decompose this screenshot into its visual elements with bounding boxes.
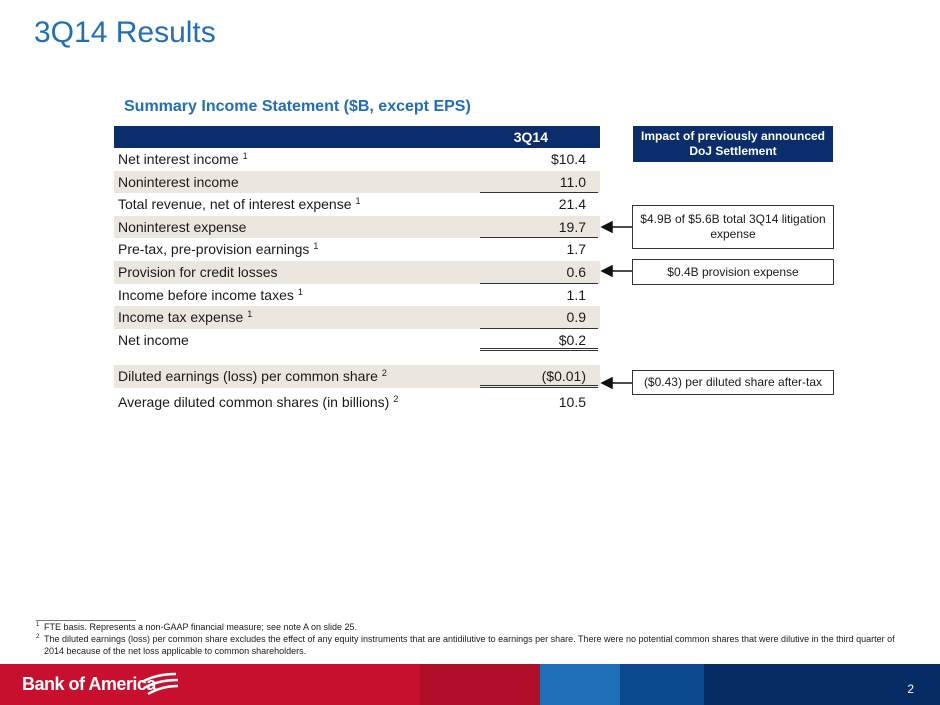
row-label: Income before income taxes	[118, 286, 294, 303]
eps-callout: ($0.43) per diluted share after-tax	[632, 370, 834, 395]
page-number: 2	[907, 682, 914, 696]
arrowhead-litigation	[602, 222, 612, 232]
footnote-2: 2 The diluted earnings (loss) per common share excludes the effect of any equity instruments that are antidilutive to earnings per share. There were no potential common shares that were dilutive in the third quarter of 2014 because of the net loss applicable to common shareholders.	[36, 634, 895, 656]
impact-header: Impact of previously announced DoJ Settlement	[633, 126, 833, 162]
row-label: Provision for credit losses	[118, 263, 278, 280]
column-header: 3Q14	[114, 126, 600, 148]
row-label: Pre-tax, pre-provision earnings	[118, 241, 310, 258]
row-label: Net interest income	[118, 151, 239, 167]
flag-logo-icon	[140, 672, 180, 698]
bank-of-america-logo: Bank of America	[22, 674, 156, 694]
row-label: Noninterest expense	[118, 218, 247, 235]
row-value: ($0.01)	[480, 365, 598, 388]
footnote-ref: 1	[247, 309, 253, 320]
footnotes	[36, 621, 916, 657]
litigation-callout: $4.9B of $5.6B total 3Q14 litigation expense	[632, 205, 834, 249]
footnote-1: 1 FTE basis. Represents a non-GAAP financial measure; see note A on slide 25.	[36, 622, 358, 632]
row-value: $0.2	[480, 329, 598, 352]
section-title: Summary Income Statement ($B, except EPS)	[124, 98, 471, 115]
row-label: Income tax expense	[118, 309, 244, 326]
footer-band	[620, 664, 704, 705]
footer-band	[540, 664, 620, 705]
footnote-ref: 1	[297, 286, 303, 297]
slide-title: 3Q14 Results	[34, 16, 216, 49]
row-label: Net income	[118, 331, 189, 348]
row-value: 11.0	[480, 171, 598, 194]
row-value: 19.7	[480, 216, 598, 239]
footer-band	[704, 664, 940, 705]
footnote-ref: 1	[313, 241, 319, 252]
row-label: Total revenue, net of interest expense	[118, 196, 352, 213]
row-value: 10.5	[558, 393, 586, 410]
footnote-ref: 1	[355, 196, 361, 207]
footnote-ref: 1	[242, 151, 248, 161]
arrowhead-eps	[602, 378, 612, 388]
provision-callout: $0.4B provision expense	[632, 259, 834, 285]
row-value: 1.7	[566, 241, 586, 258]
row-value: 0.6	[480, 261, 598, 284]
row-label: Noninterest income	[118, 173, 239, 190]
row-value: $10.4	[550, 151, 586, 167]
footnote-ref: 2	[381, 368, 387, 379]
row-value: 1.1	[566, 286, 586, 303]
arrowhead-provision	[602, 266, 612, 276]
footer-band	[420, 664, 540, 705]
row-value: 0.9	[480, 306, 598, 329]
row-value: 21.4	[558, 196, 586, 213]
row-label: Diluted earnings (loss) per common share	[118, 368, 378, 385]
row-label: Average diluted common shares (in billions)	[118, 393, 390, 410]
footnote-ref: 2	[393, 393, 399, 404]
